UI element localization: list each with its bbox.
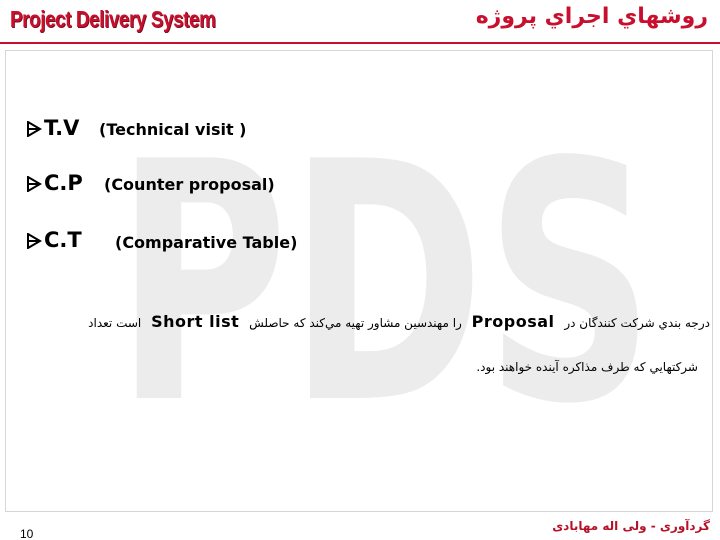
paragraph-part-1: درجه بندي شركت كنندگان در xyxy=(564,316,710,330)
item-code: C.P xyxy=(44,171,83,195)
arrow-right-icon xyxy=(26,121,42,137)
header-title-english: Project Delivery System xyxy=(10,6,216,32)
short-list-term: Short list xyxy=(151,312,240,331)
item-code: T.V xyxy=(44,116,80,140)
footer-credit: گردآوری - ولی اله مهابادی xyxy=(552,519,710,533)
arrow-right-icon xyxy=(26,176,42,192)
paragraph-line-1 xyxy=(14,312,710,334)
paragraph-part-3: است تعداد xyxy=(88,316,142,330)
item-description: (Comparative Table) xyxy=(115,233,298,252)
page-number: 10 xyxy=(20,527,34,540)
header-title-persian: روشهاي اجراي پروژه xyxy=(475,4,708,29)
proposal-term: Proposal xyxy=(471,312,555,331)
arrow-right-icon xyxy=(26,233,42,249)
item-code: C.T xyxy=(44,228,82,252)
header-divider xyxy=(0,42,720,44)
item-description: (Technical visit ) xyxy=(99,120,247,139)
paragraph-line-2: شركتهايي كه طرف مذاكره آينده خواهند بود. xyxy=(476,360,698,374)
watermark-text: PDS xyxy=(115,118,655,418)
paragraph-part-2: را مهندسين مشاور تهيه مي‌كند كه حاصلش xyxy=(249,316,462,330)
header xyxy=(0,0,720,44)
item-description: (Counter proposal) xyxy=(104,175,275,194)
